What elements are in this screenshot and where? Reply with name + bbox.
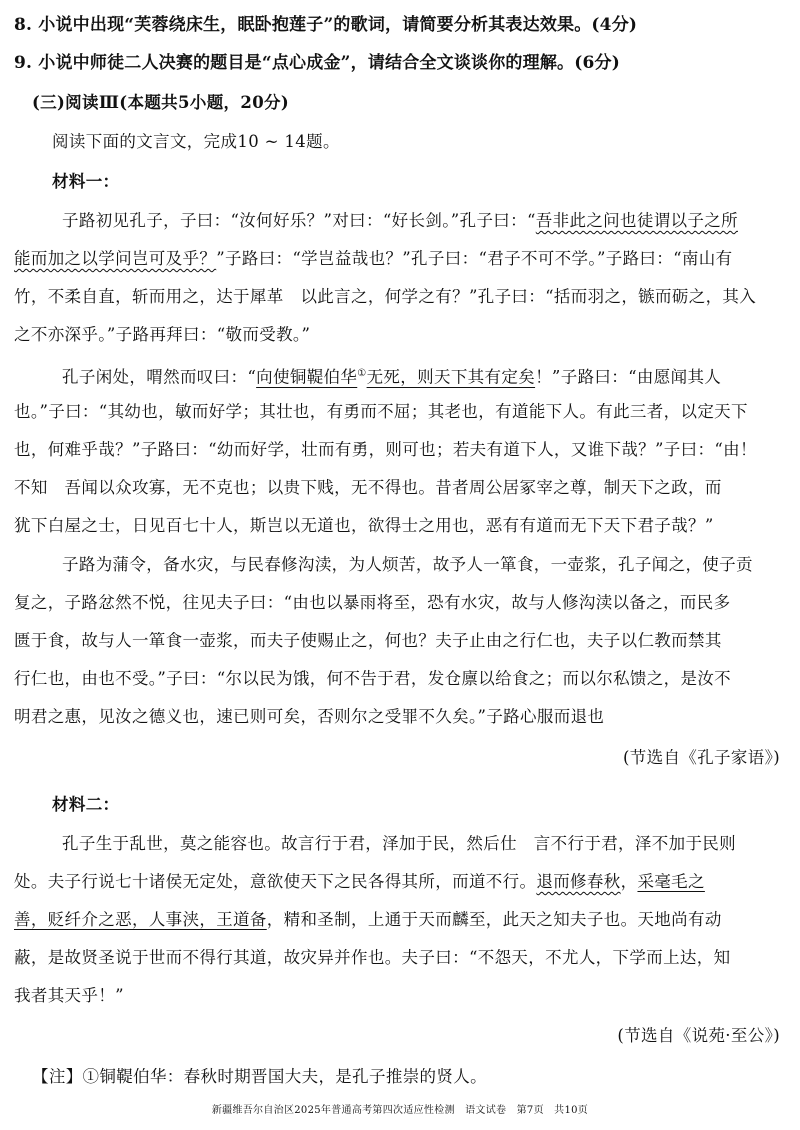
material-2-line-1: 孔子生于乱世，莫之能容也。故言行于君，泽加于民，然后仕 言不行于君，泽不加于民则 (62, 834, 736, 853)
underlined-sentence: 无死，则天下其有定矣 (366, 367, 536, 387)
material-1-p3-line-1: 子路为蒲令，备水灾，与民春修沟渎，为人烦苦，故予人一箪食，一壶浆，孔子闻之，使子贡 (62, 555, 753, 574)
material-1-source: (节选自《孔子家语》) (623, 748, 780, 767)
material-1-p1-line-2 (14, 248, 732, 270)
material-2-heading: 材料二： (52, 795, 120, 814)
material-1-p3-line-5: 明君之惠，见汝之德义也，速已则可矣，否则尔之受罪不久矣。”子路心服而退也 (14, 707, 605, 726)
question-9: 9. 小说中师徒二人决赛的题目是“点心成金”，请结合全文谈谈你的理解。(6分) (14, 53, 620, 73)
text-segment: 处。夫子行说七十诸侯无定处，意欲使天下之民各得其所，而道不行。 (14, 872, 537, 891)
material-2-line-2 (14, 871, 705, 893)
underlined-sentence: 能而加之以学问岂可及乎？ (14, 249, 217, 268)
underlined-sentence: 向使铜鞮伯华 (256, 367, 358, 387)
text-segment: 子路初见孔子，子曰：“汝何好乐？”对曰：“好长剑。”孔子曰：“ (62, 211, 536, 230)
footnote-marker: ① (357, 368, 367, 379)
underlined-sentence: 吾非此之问也徒谓以子之所 (535, 211, 738, 230)
material-1-p1-line-1 (62, 210, 738, 232)
material-1-p2-line-2: 也。”子曰：“其幼也，敏而好学；其壮也，有勇而不屈；其老也，有道能下人。有此三者，以定天下 (14, 402, 748, 421)
material-2-source: (节选自《说苑·至公》) (617, 1026, 780, 1045)
material-1-p2-line-5: 犹下白屋之士，日见百七十人，斯岂以无道也，欲得士之用也，恶有有道而无下天下君子哉？” (14, 516, 714, 535)
page-footer: 新疆维吾尔自治区2025年普通高考第四次适应性检测 语文试卷 第7页 共10页 (211, 1105, 589, 1116)
material-1-p1-line-3: 竹，不柔自直，斩而用之，达于犀革 以此言之，何学之有？”孔子曰：“括而羽之，镞而砺之，其入 (14, 287, 757, 306)
text-segment: ， (620, 872, 638, 891)
material-1-p3-line-4: 行仁也，由也不受。”子曰：“尔以民为饿，何不告于君，发仓廪以给食之；而以尔私馈之，是汝不 (14, 669, 732, 688)
section-heading: (三)阅读Ⅲ(本题共5小题，20分) (32, 93, 290, 112)
material-2-line-3 (14, 909, 722, 931)
material-2-line-5: 我者其天乎！” (14, 986, 124, 1005)
material-1-p3-line-3: 匮于食，故与人一箪食一壶浆，而夫子使赐止之，何也？夫子止由之行仁也，夫子以仁教而禁其 (14, 631, 722, 650)
underlined-phrase: 采毫毛之 (637, 872, 705, 891)
footnote: 【注】①铜鞮伯华：春秋时期晋国大夫，是孔子推崇的贤人。 (32, 1067, 487, 1086)
material-1-p2-line-4: 不知 吾闻以众攻寡，无不克也；以贵下贱，无不得也。昔者周公居冢宰之尊，制天下之政，而 (14, 478, 722, 497)
text-segment: ”子路曰：“学岂益哉也？”孔子曰：“君子不可不学。”子路曰：“南山有 (216, 249, 733, 268)
material-1-p3-line-2: 复之，子路忿然不悦，往见夫子曰：“由也以暴雨将至，恐有水灾，故与人修沟渎以备之，而民多 (14, 593, 731, 612)
material-1-p2-line-1 (62, 363, 721, 389)
material-1-heading: 材料一： (52, 172, 120, 191)
material-2-line-4: 蔽，是故贤圣说于世而不得行其道，故灾异并作也。夫子曰：“不怨天，不尤人，下学而上达，知 (14, 948, 731, 967)
material-1-p1-line-4: 之不亦深乎。”子路再拜曰：“敬而受教。” (14, 325, 311, 344)
question-8: 8. 小说中出现“芙蓉绕床生，眠卧抱莲子”的歌词，请简要分析其表达效果。(4分) (14, 15, 638, 35)
underlined-phrase: 退而修春秋 (536, 872, 621, 891)
text-segment: ！”子路曰：“由愿闻其人 (535, 367, 722, 387)
text-segment: 孔子闲处，喟然而叹曰：“ (62, 367, 257, 387)
text-segment: ，精和圣制，上通于天而麟至，此天之知夫子也。天地尚有动 (266, 910, 722, 929)
material-1-p2-line-3: 也，何难乎哉？”子路曰：“幼而好学，壮而有勇，则可也；若夫有道下人，又谁下哉？”子曰：“由！ (14, 440, 757, 459)
section-instruction: 阅读下面的文言文，完成10 ~ 14题。 (52, 132, 340, 151)
underlined-phrase: 善，贬纤介之恶，人事浃，王道备 (14, 910, 267, 929)
